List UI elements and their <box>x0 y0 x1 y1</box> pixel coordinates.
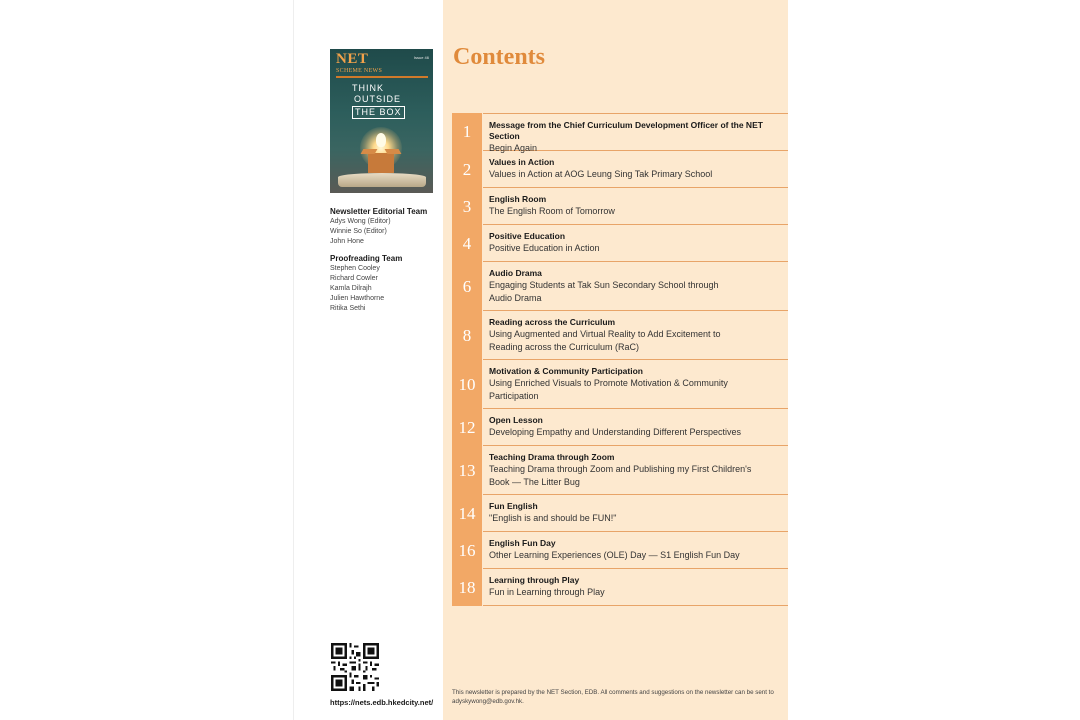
toc-entry[interactable] <box>452 569 788 606</box>
team-member: Richard Cowler <box>330 275 378 282</box>
cover-headline-line: THE BOX <box>352 106 405 119</box>
toc-text <box>483 495 788 532</box>
toc-section-title: Teaching Drama through Zoom <box>489 452 615 462</box>
cover-issue: Issue 46 <box>413 55 429 60</box>
toc-section-title: Audio Drama <box>489 268 542 278</box>
toc-text <box>483 409 788 446</box>
contents-panel <box>443 0 788 720</box>
toc-text <box>483 113 788 151</box>
toc-text <box>483 532 788 569</box>
toc-article-title: Fun in Learning through Play <box>489 587 605 597</box>
toc-page-number: 4 <box>452 225 483 262</box>
toc-text <box>483 225 788 262</box>
cover-headline-line: OUTSIDE <box>354 94 402 104</box>
toc-text <box>483 151 788 188</box>
toc-article-title: Engaging Students at Tak Sun Secondary School through Audio Drama <box>489 280 719 303</box>
cover-subtitle: SCHEME NEWS <box>336 68 383 74</box>
toc-page-number: 8 <box>452 311 483 360</box>
toc-page-number: 13 <box>452 446 483 495</box>
toc-text <box>483 262 788 311</box>
toc-entry[interactable] <box>452 188 788 225</box>
toc-page-number: 14 <box>452 495 483 532</box>
toc-page-number: 1 <box>452 113 483 151</box>
toc-section-title: Fun English <box>489 501 538 511</box>
toc-article-title: Begin Again <box>489 143 538 153</box>
toc-text <box>483 569 788 606</box>
toc-text <box>483 311 788 360</box>
toc-page-number: 12 <box>452 409 483 446</box>
toc-page-number: 18 <box>452 569 483 606</box>
toc-article-title: Positive Education in Action <box>489 243 600 253</box>
sidebar <box>293 0 443 720</box>
toc-entry[interactable] <box>452 360 788 409</box>
toc-section-title: Reading across the Curriculum <box>489 317 616 327</box>
cover-image <box>330 49 433 193</box>
contents-title: Contents <box>453 44 546 70</box>
website-link[interactable]: https://nets.edb.hkedcity.net/ <box>330 698 434 707</box>
team-member: Ritika Sethi <box>330 305 366 312</box>
toc-section-title: Values in Action <box>489 157 555 167</box>
toc-section-title: English Fun Day <box>489 538 556 548</box>
toc-article-title: "English is and should be FUN!" <box>489 513 617 523</box>
cover-masthead: NET <box>336 51 369 67</box>
toc-article-title: Using Augmented and Virtual Reality to Add Excitement to Reading across the Curriculum (RaC) <box>489 329 721 352</box>
toc-entry[interactable] <box>452 532 788 569</box>
editorial-team <box>330 207 442 247</box>
toc-text <box>483 188 788 225</box>
toc-section-title: English Room <box>489 194 547 204</box>
cover-headline <box>352 83 417 119</box>
team-member: Kamla Dilrajh <box>330 285 372 292</box>
toc-entry[interactable] <box>452 446 788 495</box>
toc-entry[interactable] <box>452 409 788 446</box>
proofreading-team <box>330 254 442 314</box>
footnote: This newsletter is prepared by the NET Section, EDB. All comments and suggestions on the newsletter can be sent to adyskywong@edb.gov.hk. <box>452 689 774 705</box>
toc-entry[interactable] <box>452 151 788 188</box>
cover-headline-line: THINK <box>352 83 384 93</box>
toc-entry[interactable] <box>452 113 788 151</box>
toc-page-number: 6 <box>452 262 483 311</box>
editorial-team-heading: Newsletter Editorial Team <box>330 207 428 216</box>
toc-section-title: Motivation & Community Participation <box>489 366 643 376</box>
lightbulb-icon <box>376 133 386 147</box>
toc-page-number: 10 <box>452 360 483 409</box>
toc-page-number: 2 <box>452 151 483 188</box>
toc-entry[interactable] <box>452 262 788 311</box>
toc-entry[interactable] <box>452 225 788 262</box>
cover-divider <box>336 76 428 78</box>
team-member: Winnie So (Editor) <box>330 228 387 235</box>
toc-section-title: Learning through Play <box>489 575 580 585</box>
toc-section-title: Open Lesson <box>489 415 543 425</box>
toc-entry[interactable] <box>452 495 788 532</box>
team-member: John Hone <box>330 238 364 245</box>
toc-text <box>483 446 788 495</box>
team-member: Julien Hawthorne <box>330 295 385 302</box>
toc-page-number: 16 <box>452 532 483 569</box>
toc-article-title: Values in Action at AOG Leung Sing Tak Primary School <box>489 169 713 179</box>
toc-section-title: Positive Education <box>489 231 566 241</box>
toc-section-title: Message from the Chief Curriculum Development Officer of the NET Section <box>489 120 763 141</box>
qr-code-icon[interactable] <box>331 643 379 691</box>
toc-article-title: The English Room of Tomorrow <box>489 206 615 216</box>
open-book-icon <box>338 173 426 187</box>
toc-page-number: 3 <box>452 188 483 225</box>
toc-article-title: Using Enriched Visuals to Promote Motivation & Community Participation <box>489 378 728 401</box>
team-member: Stephen Cooley <box>330 265 380 272</box>
team-member: Adys Wong (Editor) <box>330 218 391 225</box>
toc-text <box>483 360 788 409</box>
toc-entry[interactable] <box>452 311 788 360</box>
toc-article-title: Teaching Drama through Zoom and Publishing my First Children's Book — The Litter Bug <box>489 464 752 487</box>
open-box-icon <box>368 153 394 173</box>
proofreading-team-heading: Proofreading Team <box>330 254 403 263</box>
toc-article-title: Developing Empathy and Understanding Different Perspectives <box>489 427 741 437</box>
table-of-contents <box>452 113 788 606</box>
toc-article-title: Other Learning Experiences (OLE) Day — S1 English Fun Day <box>489 550 740 560</box>
newsletter-page <box>293 0 788 720</box>
